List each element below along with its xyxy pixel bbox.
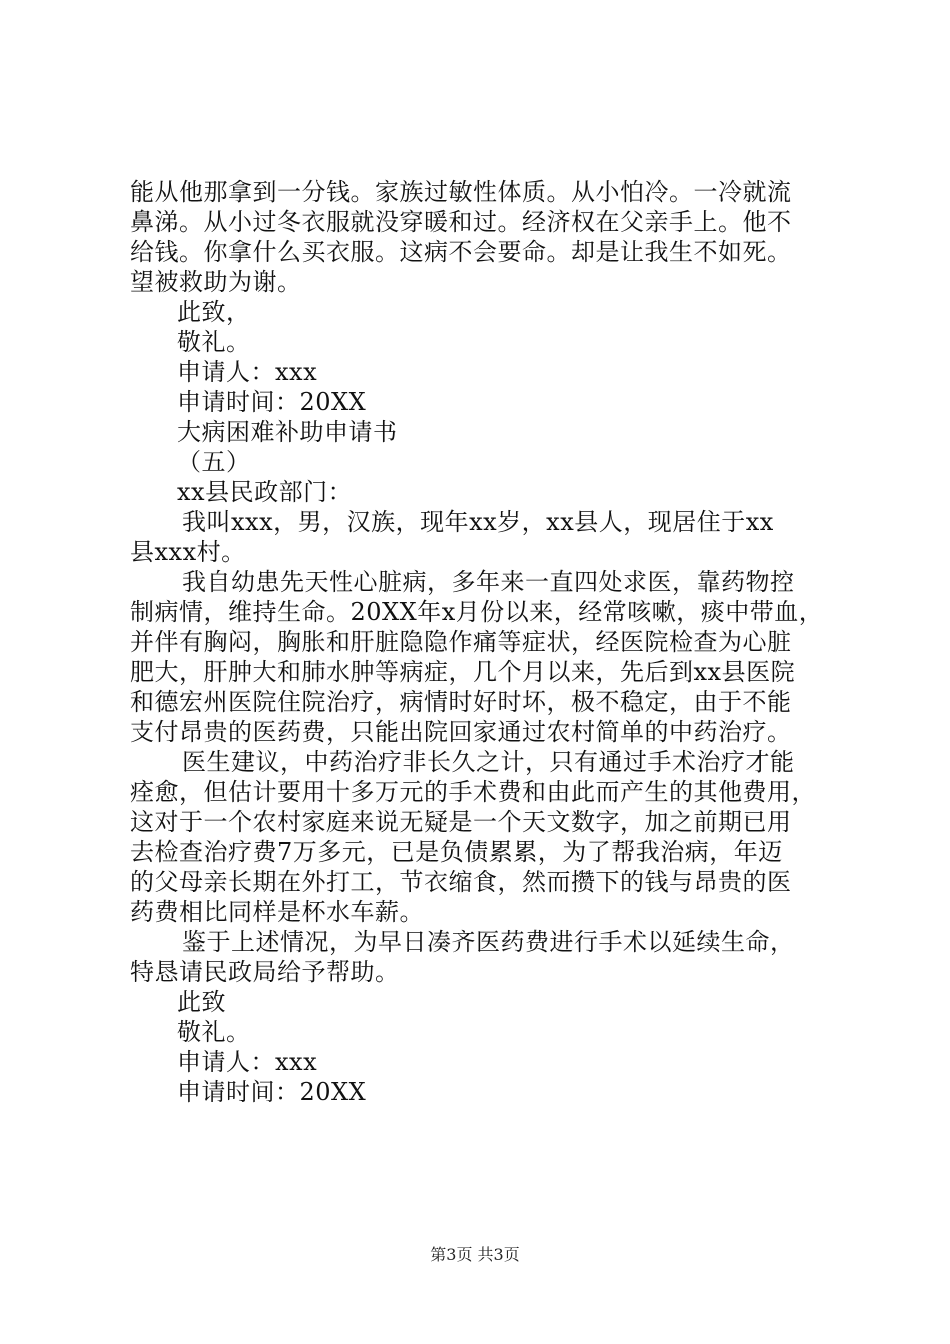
applicant-name: 申请人：xxx	[177, 1048, 318, 1076]
text-line: 并伴有胸闷，胸胀和肝脏隐隐作痛等症状，经医院检查为心脏	[130, 628, 792, 656]
page-number-label: 第3页 共3页	[430, 1245, 520, 1264]
text-line: 痊愈，但估计要用十多万元的手术费和由此而产生的其他费用，	[130, 778, 816, 806]
closing-regards: 敬礼。	[177, 328, 251, 356]
addressee: xx县民政部门：	[177, 478, 353, 506]
closing-salutation: 此致，	[177, 298, 251, 326]
text-line: 特恳请民政局给予帮助。	[130, 958, 400, 986]
text-line: 药费相比同样是杯水车薪。	[130, 898, 424, 926]
text-line: 去检查治疗费7万多元，已是负债累累，为了帮我治病，年迈	[130, 838, 783, 866]
text-line: 望被救助为谢。	[130, 268, 302, 296]
section-number: （五）	[177, 448, 251, 476]
text-line: 和德宏州医院住院治疗，病情时好时坏，极不稳定，由于不能	[130, 688, 792, 716]
text-line: 的父母亲长期在外打工，节衣缩食，然而攒下的钱与昂贵的医	[130, 868, 792, 896]
document-body	[130, 177, 835, 1107]
closing-regards: 敬礼。	[177, 1018, 251, 1046]
text-line: 县xxx村。	[130, 538, 246, 566]
text-line: 我叫xxx，男，汉族，现年xx岁，xx县人，现居住于xx	[182, 508, 774, 536]
text-line: 给钱。你拿什么买衣服。这病不会要命。却是让我生不如死。	[130, 238, 792, 266]
text-line: 这对于一个农村家庭来说无疑是一个天文数字，加之前期已用	[130, 808, 792, 836]
application-date: 申请时间：20XX	[177, 388, 367, 416]
text-line: 鉴于上述情况，为早日凑齐医药费进行手术以延续生命，	[182, 928, 795, 956]
application-date: 申请时间：20XX	[177, 1078, 367, 1106]
applicant-name: 申请人：xxx	[177, 358, 318, 386]
text-line: 支付昂贵的医药费，只能出院回家通过农村简单的中药治疗。	[130, 718, 792, 746]
closing-salutation: 此致	[177, 988, 226, 1016]
text-line: 制病情，维持生命。20XX年x月份以来，经常咳嗽，痰中带血，	[130, 598, 824, 626]
page-footer	[0, 1245, 950, 1265]
text-line: 鼻涕。从小过冬衣服就没穿暖和过。经济权在父亲手上。他不	[130, 208, 792, 236]
text-line: 肥大，肝肿大和肺水肿等病症，几个月以来，先后到xx县医院	[130, 658, 796, 686]
text-line: 能从他那拿到一分钱。家族过敏性体质。从小怕冷。一冷就流	[130, 178, 792, 206]
text-line: 我自幼患先天性心脏病，多年来一直四处求医，靠药物控	[182, 568, 795, 596]
text-line: 医生建议，中药治疗非长久之计，只有通过手术治疗才能	[182, 748, 795, 776]
section-title: 大病困难补助申请书	[177, 418, 398, 446]
